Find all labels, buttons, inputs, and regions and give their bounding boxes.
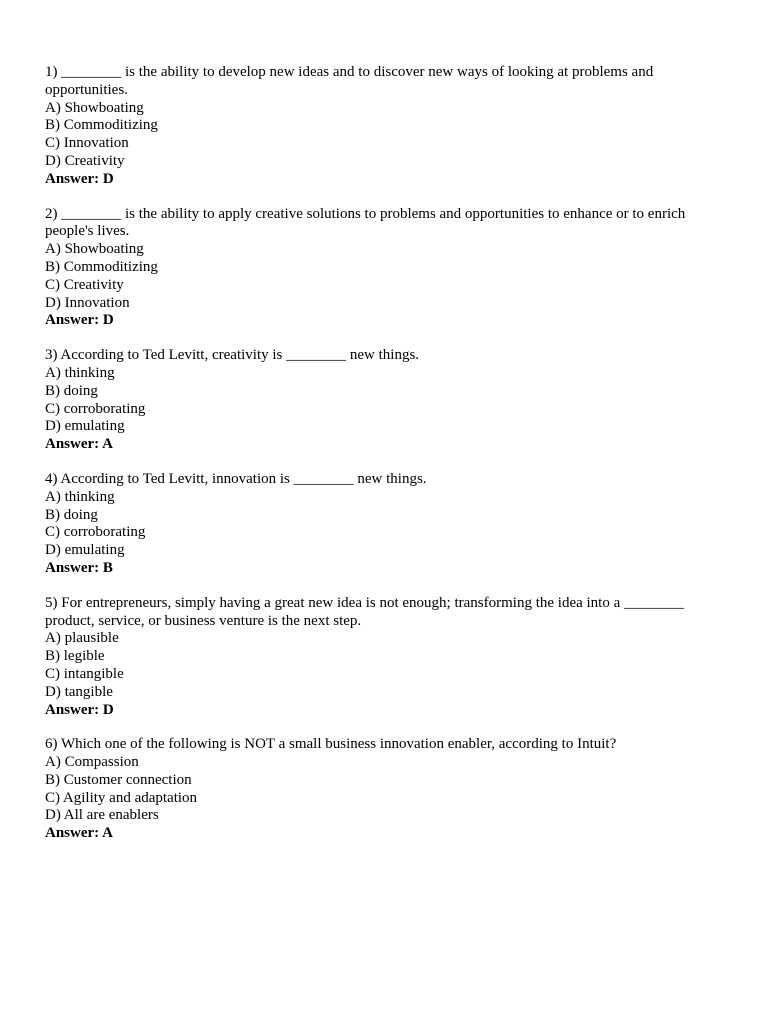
question-text: 3) According to Ted Levitt, creativity is ________ new things. xyxy=(45,347,420,364)
question-5 xyxy=(45,595,695,720)
option-b: B) Customer connection xyxy=(45,771,192,788)
option-d: D) Innovation xyxy=(45,294,130,311)
answer-key: Answer: D xyxy=(45,170,114,187)
question-text: 6) Which one of the following is NOT a small business innovation enabler, according to Intuit? xyxy=(45,736,617,753)
option-c: C) corroborating xyxy=(45,524,146,541)
option-d: D) emulating xyxy=(45,418,125,435)
answer-key: Answer: A xyxy=(45,825,113,842)
option-c: C) Creativity xyxy=(45,276,124,293)
option-a: A) plausible xyxy=(45,630,119,647)
question-3 xyxy=(45,347,695,454)
option-d: D) tangible xyxy=(45,683,113,700)
option-c: C) corroborating xyxy=(45,400,146,417)
option-c: C) Agility and adaptation xyxy=(45,789,198,806)
question-text: 1) ________ is the ability to develop new ideas and to discover new ways of looking at problems and opportunities. xyxy=(45,64,657,98)
option-b: B) legible xyxy=(45,648,105,665)
option-d: D) emulating xyxy=(45,542,125,559)
answer-key: Answer: B xyxy=(45,559,113,576)
option-d: D) Creativity xyxy=(45,152,125,169)
option-a: A) Showboating xyxy=(45,241,144,258)
question-6 xyxy=(45,736,695,843)
option-d: D) All are enablers xyxy=(45,807,159,824)
option-a: A) thinking xyxy=(45,488,115,505)
answer-key: Answer: A xyxy=(45,436,113,453)
question-text: 5) For entrepreneurs, simply having a great new idea is not enough; transforming the idea into a ________ product, service, or business venture is the next step. xyxy=(45,594,688,629)
answer-key: Answer: D xyxy=(45,312,114,329)
question-text: 2) ________ is the ability to apply creative solutions to problems and opportunities to enhance or to enrich people's lives. xyxy=(45,205,690,240)
option-b: B) Commoditizing xyxy=(45,117,158,134)
option-c: C) intangible xyxy=(45,665,124,682)
option-a: A) thinking xyxy=(45,364,115,381)
answer-key: Answer: D xyxy=(45,701,114,718)
document-page xyxy=(45,64,695,860)
option-a: A) Showboating xyxy=(45,99,144,116)
question-1 xyxy=(45,64,695,189)
option-a: A) Compassion xyxy=(45,754,139,771)
question-4 xyxy=(45,471,695,578)
option-b: B) doing xyxy=(45,382,98,399)
option-c: C) Innovation xyxy=(45,135,129,152)
option-b: B) Commoditizing xyxy=(45,258,158,275)
option-b: B) doing xyxy=(45,506,98,523)
question-2 xyxy=(45,206,695,331)
question-text: 4) According to Ted Levitt, innovation is ________ new things. xyxy=(45,470,427,487)
